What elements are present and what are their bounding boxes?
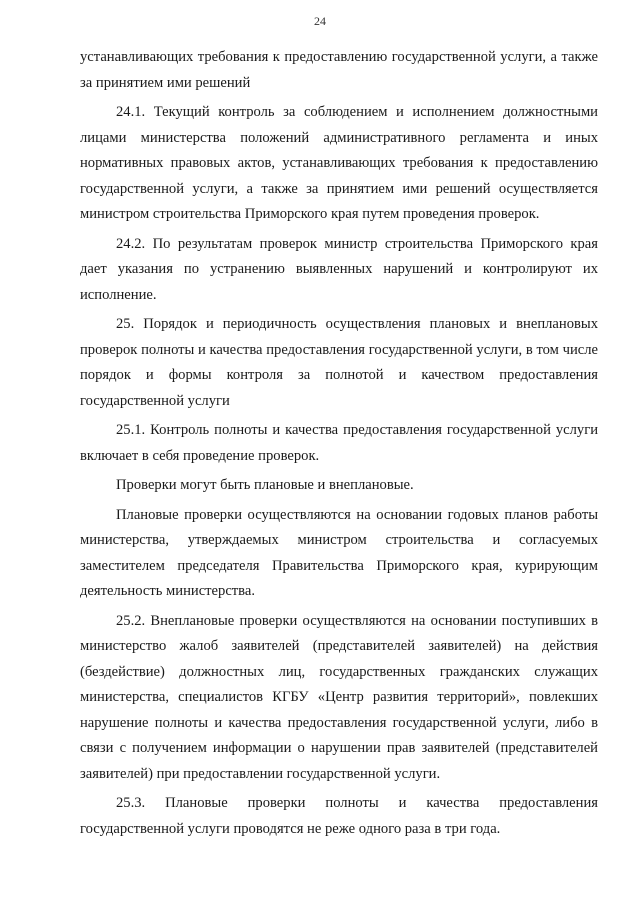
paragraph-inspection-types: Проверки могут быть плановые и внеплановые.	[116, 477, 414, 493]
paragraph-24-1: 24.1. Текущий контроль за соблюдением и исполнением должностными лицами министерства положений административного регламента и иных нормативных правовых актов, устанавливающих требования к предоставлению государственной услуги, а также за принятием ими решений осуществляется министром строительства Приморского края путем проведения проверок.	[80, 104, 598, 222]
paragraph-25-2: 25.2. Внеплановые проверки осуществляются на основании поступивших в министерство жалоб заявителей (представителей заявителей) на действия (бездействие) должностных лиц, государственных гражданских служащих министерства, специалистов КГБУ «Центр развития территорий», повлекших нарушение полноты и качества предоставления государственной услуги, либо в связи с получением информации о нарушении прав заявителей (представителей заявителей) при предоставлении государственной услуги.	[80, 612, 598, 782]
page-number: 24	[314, 14, 326, 28]
paragraph-25-3: 25.3. Плановые проверки полноты и качества предоставления государственной услуги проводятся не реже одного раза в три года.	[80, 795, 598, 837]
document-body	[80, 45, 598, 846]
paragraph-planned-inspections: Плановые проверки осуществляются на основании годовых планов работы министерства, утверждаемых министром строительства и согласуемых заместителем председателя Правительства Приморского края, курирующим деятельность министерства.	[80, 506, 598, 599]
paragraph-continuation: устанавливающих требования к предоставлению государственной услуги, а также за принятием ими решений	[80, 49, 598, 91]
section-heading-25: 25. Порядок и периодичность осуществления плановых и внеплановых проверок полноты и качества предоставления государственной услуги, в том числе порядок и формы контроля за полнотой и качеством предоставления государственной услуги	[80, 316, 598, 409]
paragraph-25-1: 25.1. Контроль полноты и качества предоставления государственной услуги включает в себя проведение проверок.	[80, 422, 598, 464]
paragraph-24-2: 24.2. По результатам проверок министр строительства Приморского края дает указания по устранению выявленных нарушений и контролируют их исполнение.	[80, 235, 598, 303]
